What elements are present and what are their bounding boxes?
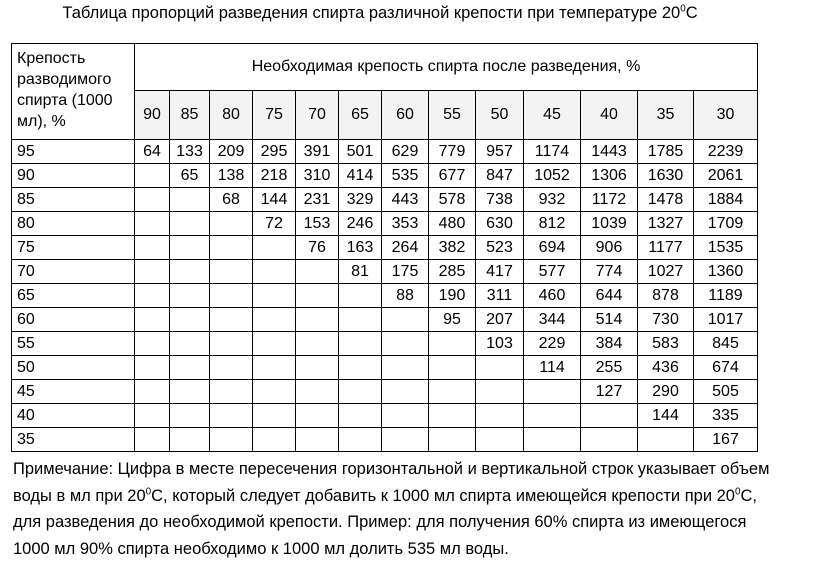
table-cell: 774 xyxy=(581,260,638,284)
table-cell xyxy=(524,428,581,452)
table-cell xyxy=(524,380,581,404)
table-cell: 1174 xyxy=(524,140,581,164)
table-cell: 285 xyxy=(429,260,476,284)
table-cell: 577 xyxy=(524,260,581,284)
table-cell xyxy=(210,212,253,236)
table-cell: 246 xyxy=(339,212,382,236)
table-cell xyxy=(135,404,170,428)
table-cell xyxy=(210,428,253,452)
table-cell: 144 xyxy=(253,188,296,212)
title-text: Таблица пропорций разведения спирта различной крепости при температуре 20 xyxy=(62,4,681,22)
table-cell xyxy=(429,404,476,428)
table-cell: 384 xyxy=(581,332,638,356)
table-cell xyxy=(253,308,296,332)
page-title xyxy=(0,4,760,23)
table-cell xyxy=(429,380,476,404)
row-header: 85 xyxy=(12,188,135,212)
table-row xyxy=(12,164,758,188)
table-cell xyxy=(253,332,296,356)
column-header: 90 xyxy=(135,91,170,140)
table-cell xyxy=(476,404,524,428)
table-cell: 207 xyxy=(476,308,524,332)
table-cell xyxy=(339,308,382,332)
table-cell: 209 xyxy=(210,140,253,164)
table-row xyxy=(12,308,758,332)
note-line-2-part-a: воды в мл при 20 xyxy=(13,486,146,505)
table-cell: 1306 xyxy=(581,164,638,188)
table-cell xyxy=(476,380,524,404)
table-row xyxy=(12,356,758,380)
note-degree-sup-1: 0 xyxy=(145,486,152,497)
table-cell: 264 xyxy=(382,236,429,260)
table-cell xyxy=(135,260,170,284)
table-cell: 417 xyxy=(476,260,524,284)
table-cell xyxy=(339,428,382,452)
row-header: 95 xyxy=(12,140,135,164)
table-cell: 460 xyxy=(524,284,581,308)
table-cell xyxy=(210,356,253,380)
footnote xyxy=(13,456,818,562)
table-cell xyxy=(253,356,296,380)
table-cell: 114 xyxy=(524,356,581,380)
table-row xyxy=(12,332,758,356)
table-row xyxy=(12,380,758,404)
table-cell: 738 xyxy=(476,188,524,212)
column-header: 65 xyxy=(339,91,382,140)
table-cell: 218 xyxy=(253,164,296,188)
column-header: 60 xyxy=(382,91,429,140)
table-cell xyxy=(581,428,638,452)
table-cell xyxy=(135,428,170,452)
column-header: 55 xyxy=(429,91,476,140)
table-cell xyxy=(170,404,210,428)
table-cell xyxy=(210,260,253,284)
table-cell: 1327 xyxy=(638,212,694,236)
table-cell: 335 xyxy=(694,404,758,428)
table-cell xyxy=(210,308,253,332)
table-cell: 674 xyxy=(694,356,758,380)
column-header: 80 xyxy=(210,91,253,140)
row-header: 60 xyxy=(12,308,135,332)
table-cell xyxy=(476,356,524,380)
table-cell: 255 xyxy=(581,356,638,380)
table-cell: 629 xyxy=(382,140,429,164)
table-cell xyxy=(476,428,524,452)
table-cell xyxy=(170,332,210,356)
table-cell xyxy=(429,332,476,356)
table-row xyxy=(12,260,758,284)
table-cell xyxy=(339,332,382,356)
table-cell xyxy=(135,284,170,308)
corner-header: Крепость разводимого спирта (1000 мл), % xyxy=(12,44,135,140)
table-cell xyxy=(638,428,694,452)
table-cell xyxy=(170,308,210,332)
table-cell xyxy=(296,404,339,428)
table-cell xyxy=(170,380,210,404)
table-cell: 103 xyxy=(476,332,524,356)
table-cell xyxy=(170,284,210,308)
table-cell: 153 xyxy=(296,212,339,236)
table-cell: 730 xyxy=(638,308,694,332)
table-cell: 1535 xyxy=(694,236,758,260)
table-cell xyxy=(429,428,476,452)
table-cell: 76 xyxy=(296,236,339,260)
row-header: 45 xyxy=(12,380,135,404)
table-cell: 72 xyxy=(253,212,296,236)
table-cell: 311 xyxy=(476,284,524,308)
table-cell xyxy=(135,236,170,260)
table-cell: 229 xyxy=(524,332,581,356)
table-cell: 1039 xyxy=(581,212,638,236)
column-header: 85 xyxy=(170,91,210,140)
table-cell xyxy=(170,356,210,380)
table-cell: 812 xyxy=(524,212,581,236)
note-line-3: для разведения до необходимой крепости. Пример: для получения 60% спирта из имеющегося xyxy=(13,513,747,531)
table-cell: 845 xyxy=(694,332,758,356)
table-cell xyxy=(296,332,339,356)
column-header: 35 xyxy=(638,91,694,140)
table-cell: 694 xyxy=(524,236,581,260)
table-cell: 2239 xyxy=(694,140,758,164)
table-cell xyxy=(170,260,210,284)
table-cell: 167 xyxy=(694,428,758,452)
table-cell xyxy=(253,380,296,404)
table-cell: 1709 xyxy=(694,212,758,236)
table-cell: 1027 xyxy=(638,260,694,284)
table-cell xyxy=(382,332,429,356)
table-cell: 329 xyxy=(339,188,382,212)
table-cell: 1172 xyxy=(581,188,638,212)
table-cell: 127 xyxy=(581,380,638,404)
table-cell xyxy=(170,428,210,452)
table-cell: 414 xyxy=(339,164,382,188)
table-cell xyxy=(253,260,296,284)
table-cell: 480 xyxy=(429,212,476,236)
target-strength-header: Необходимая крепость спирта после разведения, % xyxy=(135,44,758,91)
table-cell xyxy=(296,356,339,380)
table-cell: 81 xyxy=(339,260,382,284)
table-cell xyxy=(135,164,170,188)
row-header: 65 xyxy=(12,284,135,308)
table-cell: 344 xyxy=(524,308,581,332)
row-header: 90 xyxy=(12,164,135,188)
table-cell xyxy=(339,356,382,380)
table-cell: 630 xyxy=(476,212,524,236)
table-cell xyxy=(135,332,170,356)
table-cell: 644 xyxy=(581,284,638,308)
table-cell: 1785 xyxy=(638,140,694,164)
table-cell xyxy=(382,356,429,380)
row-header: 35 xyxy=(12,428,135,452)
table-cell xyxy=(210,284,253,308)
row-header: 80 xyxy=(12,212,135,236)
table-cell: 957 xyxy=(476,140,524,164)
table-cell: 88 xyxy=(382,284,429,308)
row-header: 50 xyxy=(12,356,135,380)
table-cell: 878 xyxy=(638,284,694,308)
note-line-4: 1000 мл 90% спирта необходимо к 1000 мл долить 535 мл воды. xyxy=(13,539,509,558)
table-cell xyxy=(135,308,170,332)
table-row xyxy=(12,428,758,452)
table-row xyxy=(12,188,758,212)
table-cell xyxy=(296,428,339,452)
table-cell: 231 xyxy=(296,188,339,212)
table-cell: 1177 xyxy=(638,236,694,260)
table-cell: 391 xyxy=(296,140,339,164)
table-cell xyxy=(253,404,296,428)
column-header: 30 xyxy=(694,91,758,140)
table-cell xyxy=(296,284,339,308)
note-degree-sup-2: 0 xyxy=(734,486,741,497)
table-row xyxy=(12,212,758,236)
table-cell xyxy=(135,188,170,212)
table-cell xyxy=(210,332,253,356)
table-cell xyxy=(170,236,210,260)
table-cell: 353 xyxy=(382,212,429,236)
table-cell: 1189 xyxy=(694,284,758,308)
table-cell xyxy=(253,428,296,452)
table-cell: 175 xyxy=(382,260,429,284)
table-cell xyxy=(170,188,210,212)
table-cell: 382 xyxy=(429,236,476,260)
table-cell: 64 xyxy=(135,140,170,164)
table-cell: 1884 xyxy=(694,188,758,212)
table-cell xyxy=(382,380,429,404)
note-line-2 xyxy=(13,483,818,510)
table-cell: 95 xyxy=(429,308,476,332)
table-cell xyxy=(382,404,429,428)
table-cell xyxy=(210,404,253,428)
table-cell: 1052 xyxy=(524,164,581,188)
table-cell: 2061 xyxy=(694,164,758,188)
title-degree-sup: 0 xyxy=(680,3,686,15)
table-cell: 779 xyxy=(429,140,476,164)
title-tail: С xyxy=(685,4,698,22)
table-cell: 578 xyxy=(429,188,476,212)
table-cell: 133 xyxy=(170,140,210,164)
table-cell: 677 xyxy=(429,164,476,188)
table-cell xyxy=(296,380,339,404)
row-header: 55 xyxy=(12,332,135,356)
table-cell: 847 xyxy=(476,164,524,188)
table-row xyxy=(12,140,758,164)
table-cell: 932 xyxy=(524,188,581,212)
table-cell: 1360 xyxy=(694,260,758,284)
table-cell: 1017 xyxy=(694,308,758,332)
table-cell xyxy=(524,404,581,428)
table-cell: 138 xyxy=(210,164,253,188)
table-cell xyxy=(296,308,339,332)
table-cell: 310 xyxy=(296,164,339,188)
table-cell: 443 xyxy=(382,188,429,212)
table-cell: 1630 xyxy=(638,164,694,188)
note-line-2-part-c: С, xyxy=(740,486,757,505)
table-cell: 163 xyxy=(339,236,382,260)
row-header: 70 xyxy=(12,260,135,284)
table-cell xyxy=(135,356,170,380)
table-cell xyxy=(253,236,296,260)
table-cell xyxy=(382,428,429,452)
table-row xyxy=(12,404,758,428)
column-header: 70 xyxy=(296,91,339,140)
table-cell xyxy=(135,380,170,404)
row-header: 40 xyxy=(12,404,135,428)
table-row xyxy=(12,284,758,308)
table-cell xyxy=(339,380,382,404)
table-row xyxy=(12,236,758,260)
table-cell xyxy=(429,356,476,380)
table-cell: 190 xyxy=(429,284,476,308)
table-cell: 290 xyxy=(638,380,694,404)
table-cell: 144 xyxy=(638,404,694,428)
note-line-1: Примечание: Цифра в месте пересечения горизонтальной и вертикальной строк указывает объем xyxy=(13,460,770,478)
table-cell: 523 xyxy=(476,236,524,260)
table-cell xyxy=(581,404,638,428)
table-cell: 436 xyxy=(638,356,694,380)
dilution-table xyxy=(11,43,758,452)
table-cell: 1478 xyxy=(638,188,694,212)
table-cell xyxy=(253,284,296,308)
table-cell xyxy=(296,260,339,284)
table-cell: 68 xyxy=(210,188,253,212)
table-cell: 501 xyxy=(339,140,382,164)
table-cell: 583 xyxy=(638,332,694,356)
table-cell: 906 xyxy=(581,236,638,260)
table-body xyxy=(12,44,758,452)
table-cell: 514 xyxy=(581,308,638,332)
table-cell: 295 xyxy=(253,140,296,164)
table-cell xyxy=(170,212,210,236)
table-cell: 1443 xyxy=(581,140,638,164)
row-header: 75 xyxy=(12,236,135,260)
table-cell xyxy=(210,236,253,260)
table-cell: 535 xyxy=(382,164,429,188)
table-cell: 505 xyxy=(694,380,758,404)
note-line-2-part-b: С, который следует добавить к 1000 мл спирта имеющейся крепости при 20 xyxy=(151,486,735,505)
table-cell xyxy=(210,380,253,404)
column-header: 75 xyxy=(253,91,296,140)
table-cell xyxy=(339,284,382,308)
column-header: 45 xyxy=(524,91,581,140)
table-cell xyxy=(382,308,429,332)
column-header: 40 xyxy=(581,91,638,140)
table-cell: 65 xyxy=(170,164,210,188)
table-cell xyxy=(339,404,382,428)
table-cell xyxy=(135,212,170,236)
column-header: 50 xyxy=(476,91,524,140)
